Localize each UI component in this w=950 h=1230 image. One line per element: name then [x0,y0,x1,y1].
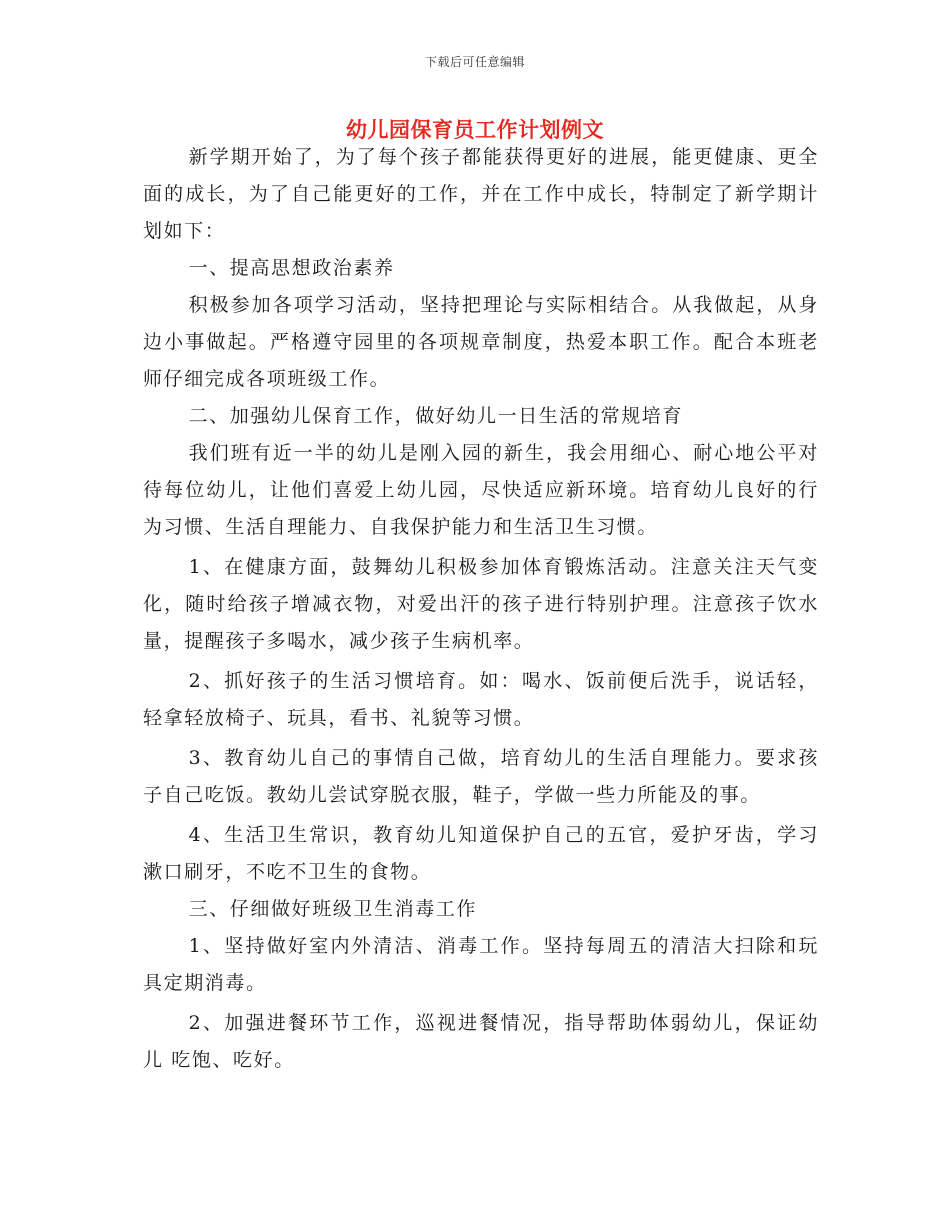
header-note: 下载后可任意编辑 [424,55,525,69]
document-body [143,139,819,1079]
section-2-item-3: 3、教育幼儿自己的事情自己做，培育幼儿的生活自理能力。要求孩子自己吃饭。教幼儿尝试穿脱衣服，鞋子，学做一些力所能及的事。 [143,747,819,806]
section-heading-1: 一、提高思想政治素养 [188,257,395,279]
document-title: 幼儿园保育员工作计划例文 [346,117,604,142]
section-2-item-4: 4、生活卫生常识，教育幼儿知道保护自己的五官，爱护牙齿，学习漱口刷牙，不吃不卫生的食物。 [143,824,819,883]
section-heading-3: 三、仔细做好班级卫生消毒工作 [188,898,477,920]
section-3-item-1: 1、坚持做好室内外清洁、消毒工作。坚持每周五的清洁大扫除和玩具定期消毒。 [143,935,819,994]
section-2-item-2: 2、抓好孩子的生活习惯培育。如：喝水、饭前便后洗手，说话轻，轻拿轻放椅子、玩具，看书、礼貌等习惯。 [143,670,819,729]
section-3-item-2: 2、加强进餐环节工作，巡视进餐情况，指导帮助体弱幼儿，保证幼儿 吃饱、吃好。 [143,1012,819,1071]
section-1-paragraph: 积极参加各项学习活动，坚持把理论与实际相结合。从我做起，从身边小事做起。严格遵守园里的各项规章制度，热爱本职工作。配合本班老师仔细完成各项班级工作。 [143,294,819,390]
section-2-paragraph: 我们班有近一半的幼儿是刚入园的新生，我会用细心、耐心地公平对待每位幼儿，让他们喜爱上幼儿园，尽快适应新环境。培育幼儿良好的行为习惯、生活自理能力、自我保护能力和生活卫生习惯。 [143,442,819,538]
section-2-item-1: 1、在健康方面，鼓舞幼儿积极参加体育锻炼活动。注意关注天气变化，随时给孩子增减衣物，对爱出汗的孩子进行特别护理。注意孩子饮水量，提醒孩子多喝水，减少孩子生病机率。 [143,556,819,652]
section-heading-2: 二、加强幼儿保育工作，做好幼儿一日生活的常规培育 [188,405,683,427]
intro-paragraph: 新学期开始了，为了每个孩子都能获得更好的进展，能更健康、更全面的成长，为了自己能更好的工作，并在工作中成长，特制定了新学期计划如下： [143,146,819,242]
